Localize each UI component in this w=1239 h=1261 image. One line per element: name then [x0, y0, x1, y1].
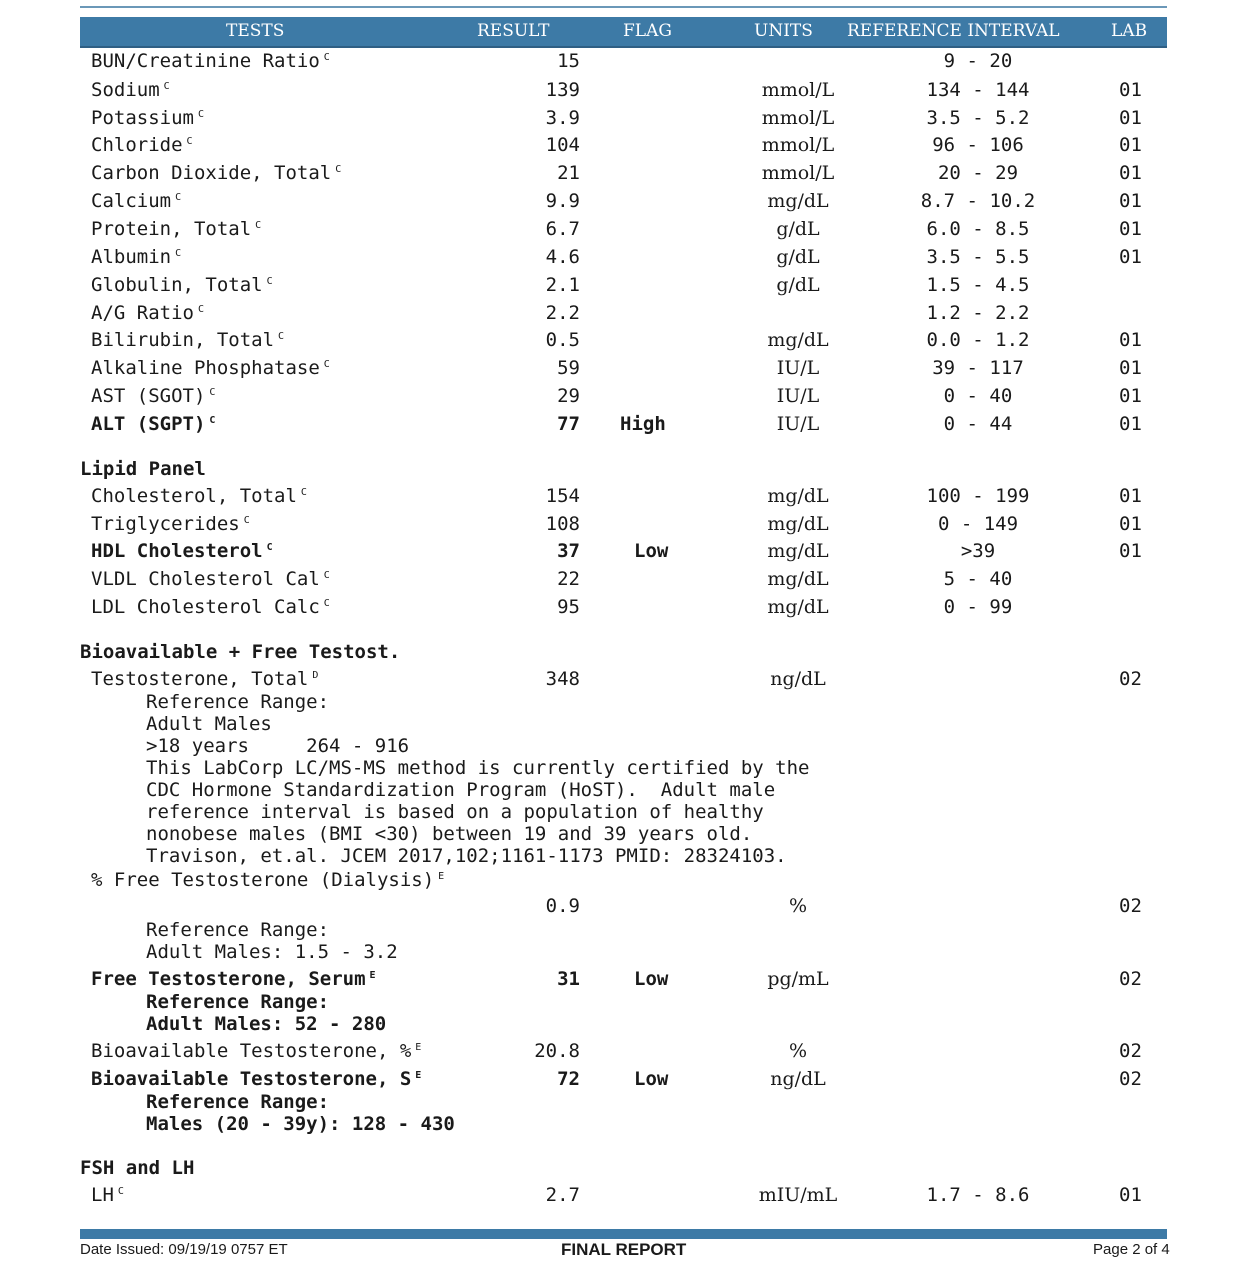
reference-interval: 3.5 - 5.2 [926, 107, 1030, 129]
units-value: g/dL [776, 246, 820, 268]
test-name: ALT (SGPT) $^C$ [91, 413, 216, 435]
lab-code: 01 [1119, 134, 1142, 156]
units-value: IU/L [776, 413, 820, 435]
test-name: Bilirubin, Total $^C$ [91, 329, 285, 351]
reference-interval: 20 - 29 [937, 162, 1019, 184]
units-value: mg/dL [767, 485, 829, 507]
test-name: AST (SGOT) $^C$ [91, 385, 216, 407]
footnote-marker: C [278, 331, 285, 342]
result-value: 3.9 [545, 107, 580, 129]
header-reference: REFERENCE INTERVAL [847, 21, 1060, 41]
footnote-marker: C [209, 415, 216, 426]
footnote-marker: C [117, 1186, 124, 1197]
reference-note: This LabCorp LC/MS-MS method is currently certified by the [146, 757, 810, 779]
test-name: A/G Ratio $^C$ [91, 302, 204, 324]
reference-interval: 100 - 199 [926, 485, 1030, 507]
header-tests: TESTS [226, 21, 285, 41]
reference-interval: 9 - 20 [943, 50, 1013, 72]
units-value: mmol/L [761, 162, 835, 184]
reference-interval: 3.5 - 5.5 [926, 246, 1030, 268]
lab-code: 01 [1119, 218, 1142, 240]
flag-value: High [620, 413, 666, 435]
lab-code: 02 [1119, 1040, 1142, 1062]
units-value: mIU/mL [758, 1184, 838, 1206]
reference-note: Reference Range: [146, 691, 330, 713]
units-value: g/dL [776, 274, 820, 296]
units-value: mg/dL [767, 190, 829, 212]
test-name: HDL Cholesterol $^C$ [91, 540, 273, 562]
result-value: 72 [557, 1068, 580, 1090]
test-name: LH $^C$ [91, 1184, 124, 1206]
footnote-marker: C [300, 487, 307, 498]
result-value: 2.1 [545, 274, 580, 296]
footnote-marker: C [255, 220, 262, 231]
units-value: mg/dL [767, 329, 829, 351]
lab-code: 02 [1119, 668, 1142, 690]
lab-code: 01 [1119, 540, 1142, 562]
flag-value: Low [634, 540, 669, 562]
reference-note: Adult Males: 1.5 - 3.2 [146, 941, 398, 963]
units-value: pg/mL [767, 968, 829, 990]
result-value: 95 [557, 596, 580, 618]
footnote-marker: C [266, 542, 273, 553]
units-value: mg/dL [767, 513, 829, 535]
reference-note: nonobese males (BMI <30) between 19 and 39 years old. [146, 823, 753, 845]
footnote-marker: C [197, 304, 204, 315]
reference-interval: >39 [960, 540, 996, 562]
footnote-marker: C [163, 81, 170, 92]
reference-interval: 0 - 149 [937, 513, 1019, 535]
test-name: % Free Testosterone (Dialysis) $^E$ [91, 869, 445, 891]
table-header [80, 17, 1167, 48]
result-value: 108 [545, 513, 580, 535]
result-value: 77 [557, 413, 580, 435]
result-value: 348 [545, 668, 580, 690]
result-value: 2.2 [545, 302, 580, 324]
footnote-marker: E [415, 1070, 422, 1081]
lab-code: 01 [1119, 107, 1142, 129]
flag-value: Low [634, 968, 669, 990]
result-value: 0.5 [545, 329, 580, 351]
footnote-marker: C [335, 164, 342, 175]
units-value: mg/dL [767, 596, 829, 618]
footnote-marker: C [323, 570, 330, 581]
section-heading: Bioavailable + Free Testost. [80, 641, 401, 663]
result-value: 37 [557, 540, 580, 562]
result-value: 6.7 [545, 218, 580, 240]
result-value: 29 [557, 385, 580, 407]
test-name: Potassium $^C$ [91, 107, 204, 129]
section-heading: FSH and LH [80, 1157, 195, 1179]
reference-interval: 134 - 144 [926, 79, 1030, 101]
flag-value: Low [634, 1068, 669, 1090]
footnote-marker: C [243, 515, 250, 526]
header-units: UNITS [754, 21, 813, 41]
units-value: mmol/L [761, 134, 835, 156]
units-value: ng/dL [770, 1068, 826, 1090]
footnote-marker: C [266, 276, 273, 287]
test-name: VLDL Cholesterol Cal $^C$ [91, 568, 330, 590]
result-value: 20.8 [534, 1040, 580, 1062]
test-name: Albumin $^C$ [91, 246, 182, 268]
test-name: Triglycerides $^C$ [91, 513, 250, 535]
result-value: 22 [557, 568, 580, 590]
lab-code: 02 [1119, 895, 1142, 917]
footer-rule [80, 1229, 1167, 1239]
reference-interval: 6.0 - 8.5 [926, 218, 1030, 240]
footnote-marker: E [415, 1042, 422, 1053]
reference-interval: 0 - 40 [943, 385, 1013, 407]
reference-interval: 96 - 106 [932, 134, 1024, 156]
footnote-marker: C [323, 52, 330, 63]
lab-code: 02 [1119, 1068, 1142, 1090]
footnote-marker: E [369, 970, 376, 981]
test-name: Free Testosterone, Serum $^E$ [91, 968, 376, 990]
result-value: 4.6 [545, 246, 580, 268]
lab-code: 01 [1119, 1184, 1142, 1206]
footnote-marker: C [175, 248, 182, 259]
reference-note: Travison, et.al. JCEM 2017,102;1161-1173 PMID: 28324103. [146, 845, 787, 867]
result-value: 31 [557, 968, 580, 990]
lab-code: 01 [1119, 190, 1142, 212]
lab-code: 01 [1119, 329, 1142, 351]
footnote-marker: C [197, 109, 204, 120]
test-name: Calcium $^C$ [91, 190, 182, 212]
reference-note: CDC Hormone Standardization Program (HoST). Adult male [146, 779, 776, 801]
reference-note: Adult Males: 52 - 280 [146, 1013, 387, 1035]
test-name: Chloride $^C$ [91, 134, 193, 156]
test-name: Cholesterol, Total $^C$ [91, 485, 307, 507]
reference-note: Adult Males [146, 713, 272, 735]
units-value: g/dL [776, 218, 820, 240]
test-name: Carbon Dioxide, Total $^C$ [91, 162, 342, 184]
result-value: 9.9 [545, 190, 580, 212]
test-name: Bioavailable Testosterone, S $^E$ [91, 1068, 422, 1090]
test-name: Sodium $^C$ [91, 79, 170, 101]
footnote-marker: C [186, 136, 193, 147]
result-value: 59 [557, 357, 580, 379]
lab-code: 01 [1119, 79, 1142, 101]
reference-interval: 1.7 - 8.6 [926, 1184, 1030, 1206]
units-value: % [788, 1040, 808, 1062]
date-issued: Date Issued: 09/19/19 0757 ET [80, 1241, 288, 1258]
footnote-marker: C [175, 192, 182, 203]
units-value: ng/dL [770, 668, 826, 690]
lab-code: 01 [1119, 513, 1142, 535]
test-name: Bioavailable Testosterone, % $^E$ [91, 1040, 422, 1062]
result-value: 15 [557, 50, 580, 72]
result-value: 21 [557, 162, 580, 184]
units-value: mg/dL [767, 540, 829, 562]
footnote-marker: D [312, 670, 319, 681]
test-name: Protein, Total $^C$ [91, 218, 262, 240]
test-name: LDL Cholesterol Calc $^C$ [91, 596, 330, 618]
result-value: 139 [545, 79, 580, 101]
test-name: Testosterone, Total $^D$ [91, 668, 319, 690]
lab-code: 01 [1119, 385, 1142, 407]
page-number: Page 2 of 4 [1093, 1241, 1170, 1258]
lab-code: 01 [1119, 485, 1142, 507]
section-heading: Lipid Panel [80, 458, 206, 480]
test-name: Globulin, Total $^C$ [91, 274, 273, 296]
units-value: IU/L [776, 385, 820, 407]
header-lab: LAB [1111, 21, 1148, 41]
reference-note: Males (20 - 39y): 128 - 430 [146, 1113, 455, 1135]
reference-interval: 0 - 44 [943, 413, 1013, 435]
reference-interval: 1.5 - 4.5 [926, 274, 1030, 296]
units-value: IU/L [776, 357, 820, 379]
footnote-marker: E [438, 871, 445, 882]
test-name: BUN/Creatinine Ratio $^C$ [91, 50, 330, 72]
units-value: mmol/L [761, 107, 835, 129]
reference-interval: 39 - 117 [932, 357, 1024, 379]
top-rule [80, 6, 1167, 8]
reference-interval: 0.0 - 1.2 [926, 329, 1030, 351]
reference-note: >18 years 264 - 916 [146, 735, 410, 757]
lab-code: 01 [1119, 162, 1142, 184]
reference-note: Reference Range: [146, 1091, 330, 1113]
reference-interval: 1.2 - 2.2 [926, 302, 1030, 324]
lab-code: 01 [1119, 246, 1142, 268]
result-value: 104 [545, 134, 580, 156]
report-status: FINAL REPORT [561, 1240, 687, 1259]
test-name: Alkaline Phosphatase $^C$ [91, 357, 330, 379]
footnote-marker: C [323, 359, 330, 370]
units-value: mg/dL [767, 568, 829, 590]
footnote-marker: C [323, 598, 330, 609]
lab-code: 01 [1119, 357, 1142, 379]
result-value: 154 [545, 485, 580, 507]
reference-interval: 5 - 40 [943, 568, 1013, 590]
lab-code: 02 [1119, 968, 1142, 990]
reference-note: Reference Range: [146, 991, 330, 1013]
reference-interval: 8.7 - 10.2 [920, 190, 1036, 212]
footnote-marker: C [209, 387, 216, 398]
units-value: mmol/L [761, 79, 835, 101]
units-value: % [788, 895, 808, 917]
lab-code: 01 [1119, 413, 1142, 435]
reference-note: Reference Range: [146, 919, 330, 941]
header-result: RESULT [477, 21, 550, 41]
header-flag: FLAG [623, 21, 672, 41]
reference-note: reference interval is based on a population of healthy [146, 801, 764, 823]
result-value: 2.7 [545, 1184, 580, 1206]
reference-interval: 0 - 99 [943, 596, 1013, 618]
result-value: 0.9 [545, 895, 580, 917]
